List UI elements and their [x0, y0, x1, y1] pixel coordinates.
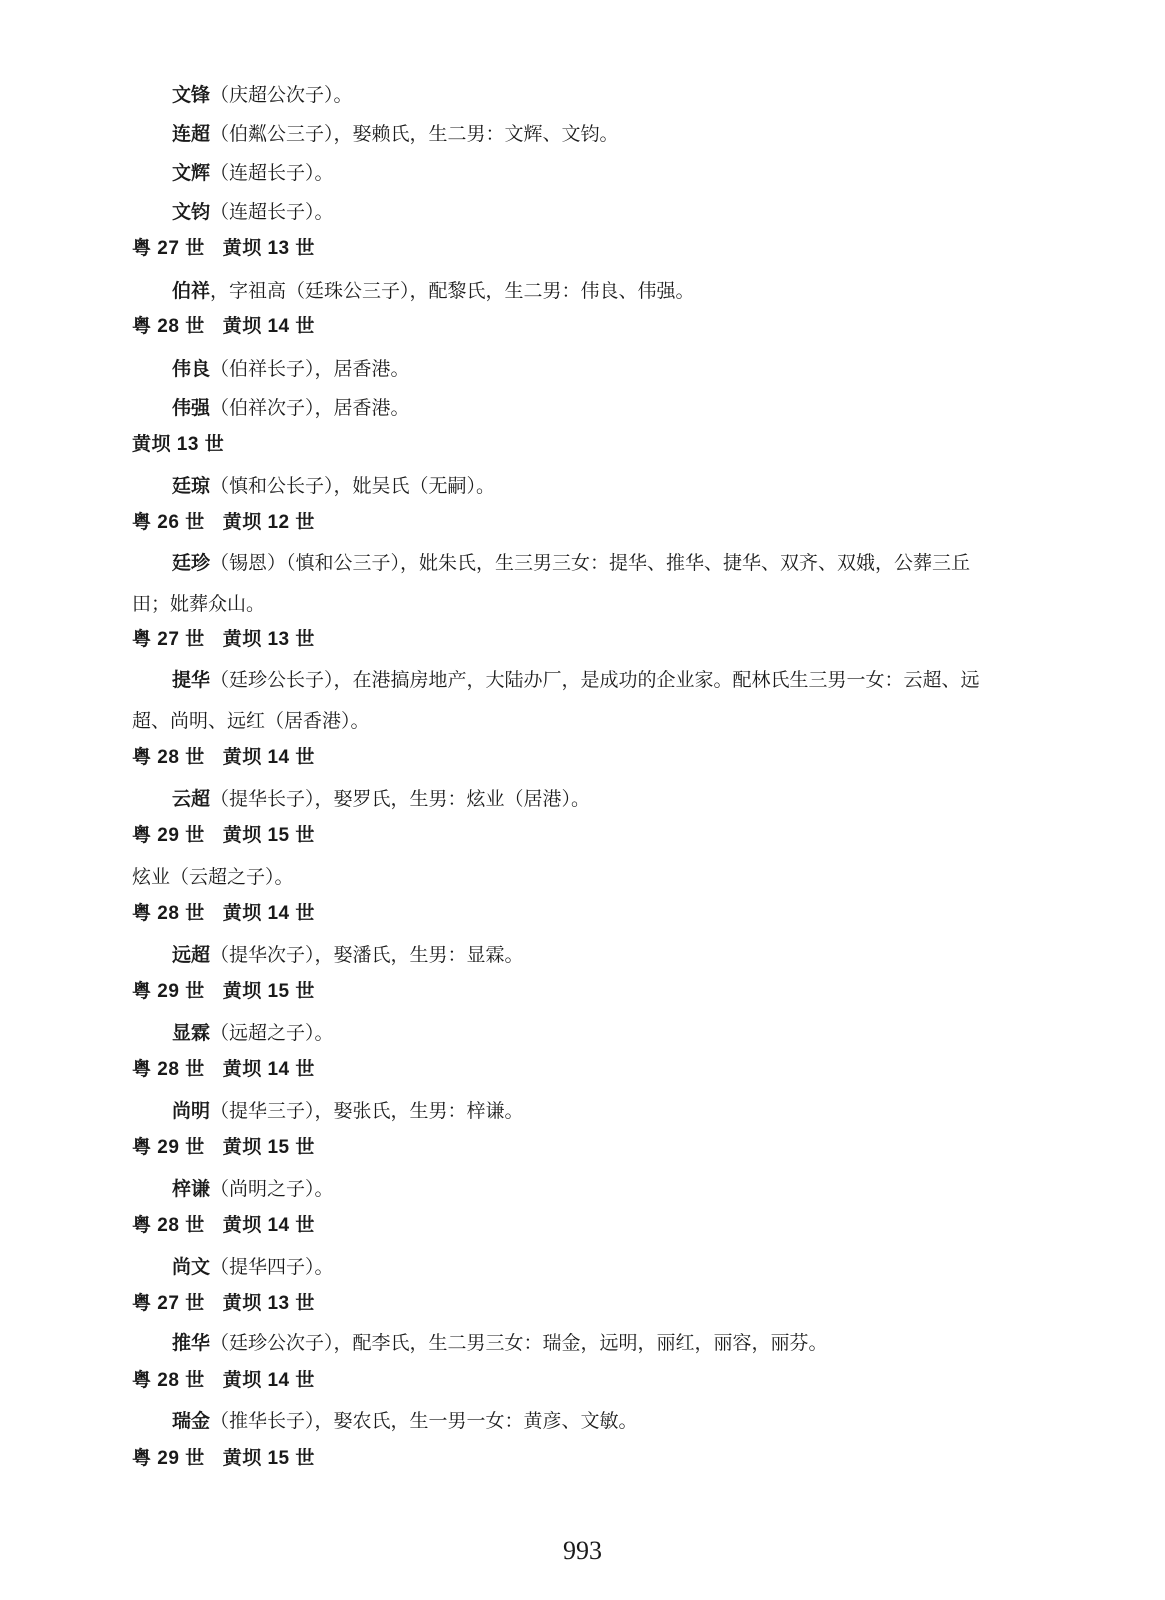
generation-huangba: 黄坝 14 世 [222, 903, 315, 924]
person-name: 尚明 [172, 1100, 211, 1122]
entry-continuation [132, 592, 265, 616]
person-description: （伯粼公三子），娶赖氏，生二男：文辉、文钧。 [210, 123, 619, 145]
person-name: 尚文 [172, 1256, 211, 1278]
entry-line [172, 474, 495, 498]
generation-huangba: 黄坝 15 世 [222, 1448, 315, 1469]
generation-header [132, 1214, 315, 1238]
person-name: 瑞金 [172, 1410, 211, 1432]
generation-header [132, 1136, 315, 1160]
generation-huangba: 黄坝 14 世 [222, 1059, 315, 1080]
generation-guangdong: 粤 27 世 [132, 1293, 205, 1314]
entry-line [172, 1099, 524, 1123]
person-name: 梓谦 [172, 1178, 211, 1200]
generation-header [132, 315, 315, 339]
person-name: 远超 [172, 944, 211, 966]
generation-guangdong: 粤 26 世 [132, 512, 205, 533]
generation-huangba: 黄坝 14 世 [222, 1215, 315, 1236]
entry-line [172, 161, 334, 185]
person-description: （伯祥长子），居香港。 [210, 358, 410, 380]
person-description: （锡恩）（慎和公三子），妣朱氏，生三男三女：提华、推华、捷华、双齐、双娥，公葬三丘 [210, 552, 971, 574]
generation-guangdong: 粤 28 世 [132, 316, 205, 337]
person-name: 推华 [172, 1332, 211, 1354]
person-description: （远超之子）。 [210, 1022, 334, 1044]
generation-header [132, 1447, 315, 1471]
person-description: （提华四子）。 [210, 1256, 334, 1278]
generation-header [132, 1369, 315, 1393]
entry-line [172, 83, 353, 107]
generation-huangba: 黄坝 15 世 [222, 981, 315, 1002]
generation-guangdong: 粤 28 世 [132, 903, 205, 924]
generation-header [132, 1292, 315, 1316]
generation-huangba: 黄坝 15 世 [222, 1137, 315, 1158]
generation-header [132, 1058, 315, 1082]
person-description: （云超之子）。 [170, 866, 294, 888]
generation-header [132, 628, 315, 652]
person-description: （尚明之子）。 [210, 1178, 334, 1200]
person-name: 伟良 [172, 358, 211, 380]
generation-header [132, 746, 315, 770]
entry-line [172, 1255, 334, 1279]
generation-guangdong: 粤 27 世 [132, 238, 205, 259]
person-name: 廷琼 [172, 475, 211, 497]
page-number: 993 [563, 1536, 602, 1565]
generation-guangdong: 粤 29 世 [132, 1448, 205, 1469]
generation-huangba: 黄坝 13 世 [222, 238, 315, 259]
entry-line [172, 551, 970, 575]
person-name: 文钧 [172, 201, 211, 223]
generation-header [132, 511, 315, 535]
entry-line [172, 1021, 334, 1045]
generation-huangba: 黄坝 15 世 [222, 825, 315, 846]
entry-line [172, 279, 695, 303]
entry-line [172, 396, 410, 420]
entry-line [172, 668, 980, 692]
person-name: 伟强 [172, 397, 211, 419]
person-name: 云超 [172, 788, 211, 810]
person-name: 炫业 [132, 866, 171, 888]
entry-line [172, 357, 410, 381]
generation-header [132, 824, 315, 848]
person-description: （廷珍公长子），在港搞房地产，大陆办厂，是成功的企业家。配林氏生三男一女：云超、远 [210, 669, 980, 691]
generation-guangdong: 粤 29 世 [132, 1137, 205, 1158]
generation-guangdong: 粤 29 世 [132, 825, 205, 846]
entry-line [132, 865, 294, 889]
generation-huangba: 黄坝 14 世 [222, 316, 315, 337]
person-description: （连超长子）。 [210, 201, 334, 223]
person-description: （庆超公次子）。 [210, 84, 353, 106]
generation-huangba: 黄坝 12 世 [222, 512, 315, 533]
person-description: （廷珍公次子），配李氏，生二男三女：瑞金，远明，丽红，丽容，丽芬。 [210, 1332, 828, 1354]
generation-guangdong: 粤 27 世 [132, 629, 205, 650]
generation-guangdong: 粤 28 世 [132, 1059, 205, 1080]
person-description: （伯祥次子），居香港。 [210, 397, 410, 419]
person-description: （慎和公长子），妣吴氏（无嗣）。 [210, 475, 496, 497]
person-description: （提华三子），娶张氏，生男：梓谦。 [210, 1100, 524, 1122]
generation-header [132, 902, 315, 926]
generation-guangdong: 粤 28 世 [132, 1370, 205, 1391]
generation-huangba: 黄坝 13 世 [222, 1293, 315, 1314]
generation-guangdong: 粤 28 世 [132, 1215, 205, 1236]
entry-line [172, 122, 619, 146]
entry-line [172, 1331, 828, 1355]
person-description: （推华长子），娶农氏，生一男一女：黄彦、文敏。 [210, 1410, 638, 1432]
person-name: 连超 [172, 123, 211, 145]
person-description: 田；妣葬众山。 [132, 593, 266, 615]
entry-line [172, 943, 524, 967]
person-description: （提华长子），娶罗氏，生男：炫业（居港）。 [210, 788, 591, 810]
person-name: 显霖 [172, 1022, 211, 1044]
generation-huangba: 黄坝 13 世 [132, 434, 225, 455]
person-description: 超、尚明、远红（居香港）。 [132, 710, 370, 732]
generation-guangdong: 粤 29 世 [132, 981, 205, 1002]
person-description: （提华次子），娶潘氏，生男：显霖。 [210, 944, 524, 966]
generation-huangba: 黄坝 13 世 [222, 629, 315, 650]
generation-huangba: 黄坝 14 世 [222, 747, 315, 768]
entry-line [172, 787, 590, 811]
entry-line [172, 200, 334, 224]
person-name: 廷珍 [172, 552, 211, 574]
entry-line [172, 1409, 638, 1433]
person-name: 提华 [172, 669, 211, 691]
generation-guangdong: 粤 28 世 [132, 747, 205, 768]
generation-header [132, 980, 315, 1004]
person-description: （连超长子）。 [210, 162, 334, 184]
entry-continuation [132, 709, 370, 733]
person-name: 文锋 [172, 84, 211, 106]
entry-line [172, 1177, 334, 1201]
generation-huangba: 黄坝 14 世 [222, 1370, 315, 1391]
generation-header [132, 433, 224, 457]
person-name: 文辉 [172, 162, 211, 184]
person-description: ，字祖高（廷珠公三子），配黎氏，生二男：伟良、伟强。 [210, 280, 695, 302]
generation-header [132, 237, 315, 261]
person-name: 伯祥 [172, 280, 211, 302]
